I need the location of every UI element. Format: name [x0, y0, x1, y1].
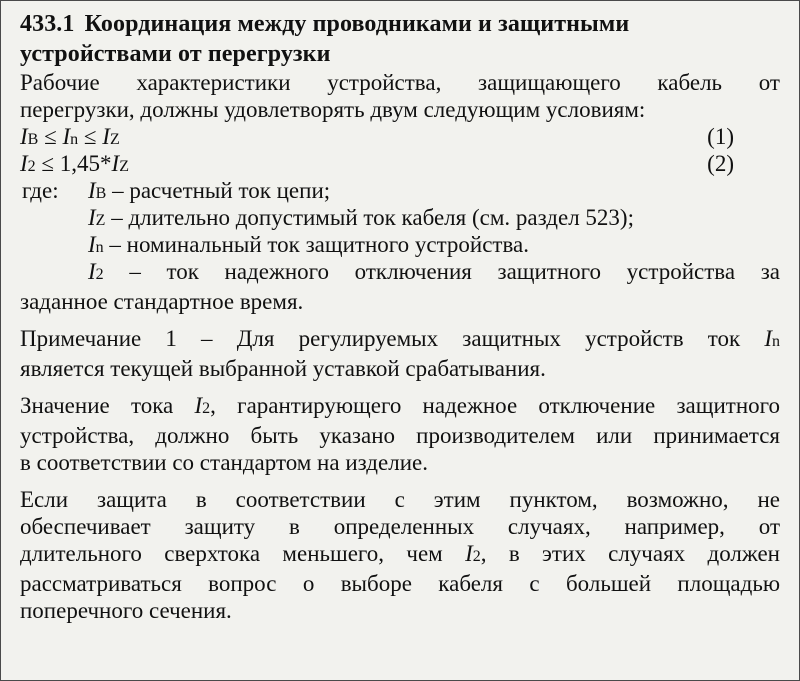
intro-line1: Рабочие характеристики устройства, защищающего кабель от: [20, 70, 780, 95]
para-text: Значение тока: [20, 393, 195, 418]
definition-item: [88, 177, 330, 207]
note-text: Примечание 1 – Для регулируемых защитных устройств ток: [20, 326, 765, 351]
formula-1-op: ≤: [78, 124, 103, 149]
formula-1-sub: n: [70, 131, 79, 148]
definition-row: [20, 177, 780, 204]
where-label: где:: [22, 178, 59, 203]
note-sym: I: [764, 326, 772, 351]
para-sub: 2: [472, 548, 481, 565]
formula-2-sym: I: [20, 151, 28, 176]
para-i2-line2: устройства, должно быть указано производителем или принимается: [20, 423, 780, 448]
para-text: длительного сверхтока меньшего, чем: [20, 541, 466, 566]
definition-sym: I: [88, 205, 96, 230]
spacer: [20, 476, 780, 486]
para-last-line3: [20, 540, 780, 570]
formula-2-sub: 2: [27, 158, 36, 175]
note-sub: n: [772, 333, 780, 350]
para-last-line5: поперечного сечения.: [20, 598, 232, 623]
intro-line2: перегрузки, должны удовлетворять двум следующим условиям:: [20, 97, 646, 122]
definition-sub: Z: [95, 212, 106, 229]
definition-sub: n: [95, 239, 104, 256]
para-last-line4: рассматриваться вопрос о выборе кабеля с большей площадью: [20, 571, 780, 596]
definition-text: – расчетный ток цепи;: [106, 178, 331, 203]
para-text: , в этих случаях должен: [480, 541, 780, 566]
definition-row: [20, 231, 780, 258]
definition-sym: I: [88, 178, 96, 203]
document-body: [20, 9, 780, 624]
definition-row: [20, 204, 780, 231]
section-number: 433.1: [20, 11, 75, 37]
definition-sym: I: [88, 232, 96, 257]
note-line1: [20, 325, 780, 355]
formula-2-number: (2): [707, 151, 734, 176]
section-title: [20, 9, 780, 69]
para-last-line1: Если защита в соответствии с этим пунктом, возможно, не: [20, 487, 780, 512]
definition-text: – ток надежного отключения защитного устройства за: [103, 259, 780, 284]
para-text: , гарантирующего надежное отключение защитного: [210, 393, 780, 418]
definition-sub: B: [95, 185, 107, 202]
formula-1-sub: Z: [109, 131, 120, 148]
para-last-line2: обеспечивает защиту в определенных случаях, например, от: [20, 514, 780, 539]
definition-sym: I: [88, 259, 96, 284]
definition-continuation: заданное стандартное время.: [20, 289, 304, 314]
para-i2-line3: в соответствии со стандартом на изделие.: [20, 450, 428, 475]
definition-sub: 2: [95, 266, 104, 283]
formula-1-number: (1): [707, 124, 734, 149]
formula-1-op: ≤: [38, 124, 63, 149]
para-i2-line1: [20, 392, 780, 422]
definition-text: – длительно допустимый ток кабеля (см. раздел 523);: [105, 205, 634, 230]
definition-item: [20, 258, 780, 288]
formula-1: [20, 123, 780, 150]
spacer: [20, 382, 780, 392]
section-title-line1: Координация между проводниками и защитными: [84, 11, 630, 37]
formula-1-sym: I: [102, 124, 110, 149]
para-sym: I: [465, 541, 473, 566]
formula-1-sym: I: [62, 124, 71, 149]
definition-item: [88, 231, 529, 261]
formula-1-sub: B: [27, 131, 39, 148]
para-sub: 2: [202, 400, 211, 417]
spacer: [20, 315, 780, 325]
note-line2: является текущей выбранной уставкой срабатывания.: [20, 356, 546, 381]
formula-2-op: ≤ 1,45*: [35, 151, 112, 176]
section-title-line2: устройствами от перегрузки: [20, 41, 331, 67]
definition-item: [88, 204, 634, 234]
definition-text: – номинальный ток защитного устройства.: [103, 232, 529, 257]
formula-2-sub: Z: [119, 158, 129, 175]
formula-2: [20, 150, 780, 177]
formula-1-sym: I: [20, 124, 28, 149]
para-sym: I: [194, 393, 203, 418]
formula-2-sym: I: [111, 151, 120, 176]
